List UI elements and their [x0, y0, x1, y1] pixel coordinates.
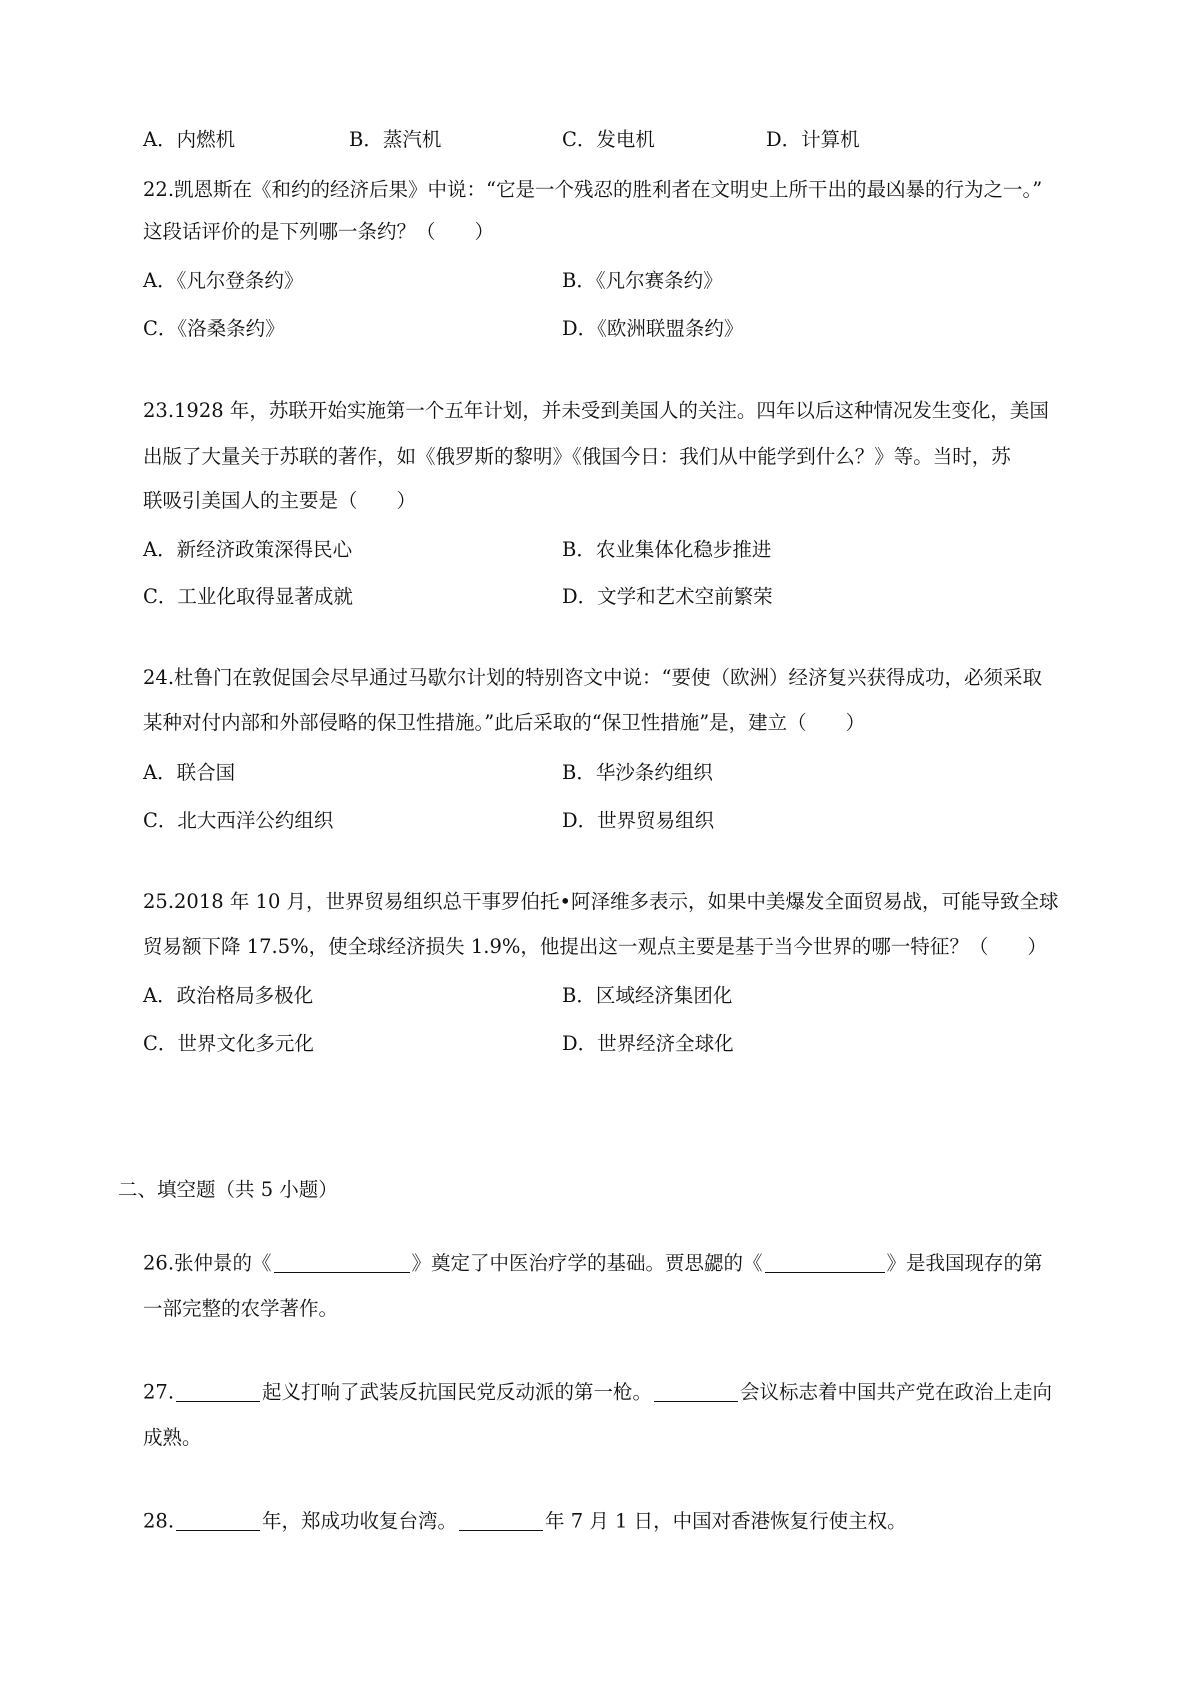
q26-stem-line1	[143, 1252, 1043, 1273]
q23-option-d: D．文学和艺术空前繁荣	[562, 585, 773, 608]
q21-option-d: D．计算机	[766, 128, 860, 151]
q27-text-part3: 会议标志着中国共产党在政治上走向	[740, 1380, 1053, 1404]
q27-text-part2: 起义打响了武装反抗国民党反动派的第一枪。	[262, 1380, 653, 1404]
q25-option-d: D．世界经济全球化	[562, 1032, 734, 1055]
q21-option-a: A．内燃机	[143, 128, 236, 151]
q27-stem-line1	[143, 1381, 1052, 1402]
q24-option-a: A．联合国	[143, 761, 236, 784]
q23-option-b: B．农业集体化稳步推进	[562, 538, 772, 561]
section-heading-fill-in: 二、填空题（共 5 小题）	[118, 1178, 338, 1201]
q23-stem-line1: 23.1928 年，苏联开始实施第一个五年计划，并未受到美国人的关注。四年以后这种情况发生变化，美国	[143, 399, 1049, 422]
q23-option-c: C．工业化取得显著成就	[143, 585, 353, 608]
q22-option-c: C．《洛桑条约》	[143, 317, 285, 340]
q25-stem-line1: 25.2018 年 10 月，世界贸易组织总干事罗伯托•阿泽维多表示，如果中美爆发全面贸易战，可能导致全球	[143, 890, 1059, 913]
q27-blank-2[interactable]	[654, 1381, 738, 1402]
q28-blank-1[interactable]	[176, 1510, 260, 1531]
q26-blank-1[interactable]	[274, 1252, 410, 1273]
q27-stem-line2: 成熟。	[143, 1426, 202, 1449]
q24-stem-line2: 某种对付内部和外部侵略的保卫性措施。”此后采取的“保卫性措施”是，建立（ ）	[143, 711, 866, 734]
q25-option-c: C．世界文化多元化	[143, 1032, 314, 1055]
q21-option-b: B．蒸汽机	[349, 128, 442, 151]
q27-text-part1: 27.	[143, 1380, 175, 1404]
q24-option-d: D．世界贸易组织	[562, 809, 715, 832]
q25-stem-line2: 贸易额下降 17.5%，使全球经济损失 1.9%，他提出这一观点主要是基于当今世界的哪一特征？（ ）	[143, 935, 1047, 958]
q21-option-c: C．发电机	[562, 128, 655, 151]
q23-option-a: A．新经济政策深得民心	[143, 538, 353, 561]
q24-stem-line1: 24.杜鲁门在敦促国会尽早通过马歇尔计划的特别咨文中说：“要使（欧洲）经济复兴获得成功，必须采取	[143, 666, 1042, 689]
q26-text-part3: 》是我国现存的第	[886, 1251, 1043, 1275]
q28-text-part2: 年，郑成功收复台湾。	[262, 1509, 458, 1533]
q26-text-part1: 26.张仲景的《	[143, 1251, 272, 1275]
q25-option-b: B．区域经济集团化	[562, 984, 733, 1007]
q25-option-a: A．政治格局多极化	[143, 984, 314, 1007]
q22-option-a: A．《凡尔登条约》	[143, 269, 304, 292]
q23-stem-line3: 联吸引美国人的主要是（ ）	[143, 489, 417, 512]
q26-text-part2: 》奠定了中医治疗学的基础。贾思勰的《	[411, 1251, 763, 1275]
q22-stem-line2: 这段话评价的是下列哪一条约？（ ）	[143, 220, 495, 243]
q26-stem-line2: 一部完整的农学著作。	[143, 1297, 339, 1320]
q28-stem-line1	[143, 1510, 907, 1531]
q22-option-b: B．《凡尔赛条约》	[562, 269, 723, 292]
q23-stem-line2: 出版了大量关于苏联的著作，如《俄罗斯的黎明》《俄国今日：我们从中能学到什么？》等。当时，苏	[143, 445, 1011, 468]
q27-blank-1[interactable]	[176, 1381, 260, 1402]
q28-text-part3: 年 7 月 1 日，中国对香港恢复行使主权。	[545, 1509, 907, 1533]
q26-blank-2[interactable]	[765, 1252, 885, 1273]
q28-blank-2[interactable]	[459, 1510, 543, 1531]
q22-stem-line1: 22.凯恩斯在《和约的经济后果》中说：“它是一个残忍的胜利者在文明史上所干出的最凶暴的行为之一。”	[143, 178, 1043, 201]
q24-option-c: C．北大西洋公约组织	[143, 809, 334, 832]
q28-text-part1: 28.	[143, 1509, 175, 1533]
q22-option-d: D．《欧洲联盟条约》	[562, 317, 744, 340]
q24-option-b: B．华沙条约组织	[562, 761, 713, 784]
